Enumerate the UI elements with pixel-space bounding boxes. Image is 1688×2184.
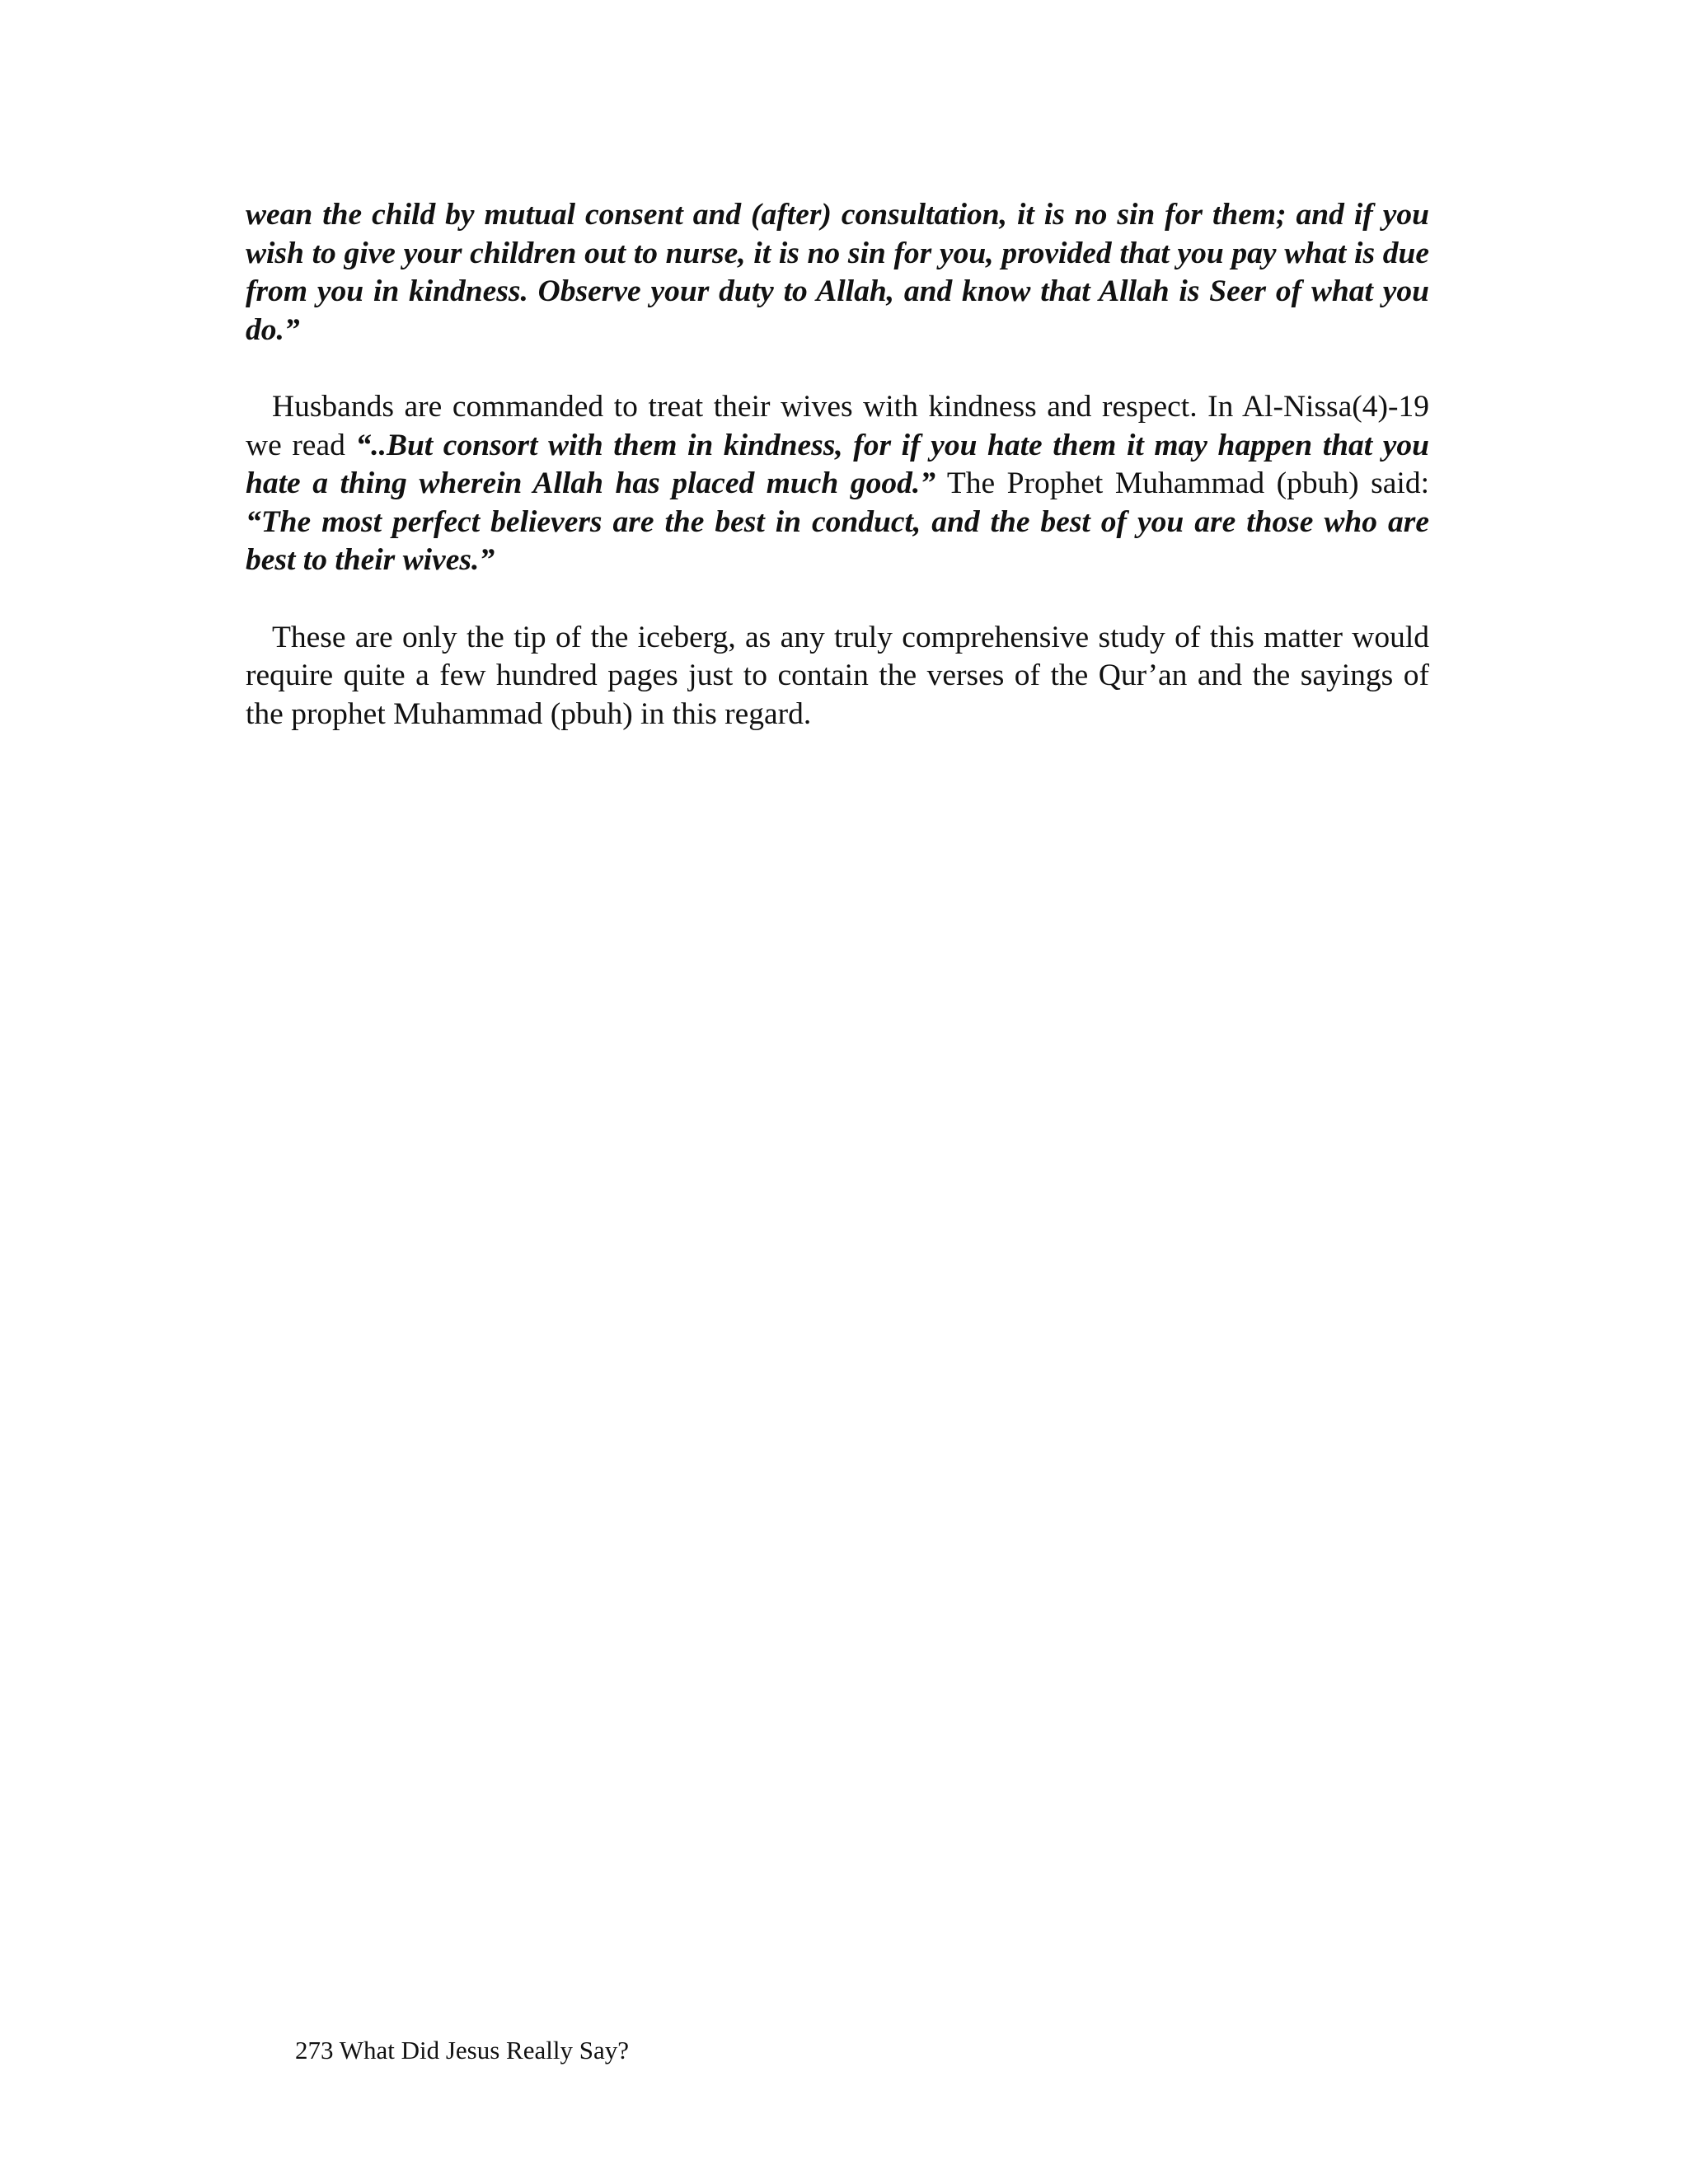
- page-number: 273: [295, 2036, 334, 2064]
- paragraph-husbands-text-2: The Prophet Muhammad (pbuh) said:: [935, 466, 1429, 500]
- quran-quote-al-nissa: “..But consort with them in kindness, for if you hate them it may happen that you hate a thing wherein Allah has placed much good.”: [246, 428, 1429, 500]
- book-title: What Did Jesus Really Say?: [339, 2036, 629, 2064]
- paragraph-iceberg-text: These are only the tip of the iceberg, as any truly comprehensive study of this matter would require quite a few hundred pages just to contain the verses of the Qur’an and the sayings of the prophet Muhammad (pbuh) in this regard.: [246, 620, 1429, 731]
- quran-quote-continuation: wean the child by mutual consent and (after) consultation, it is no sin for them; and if you wish to give your children out to nurse, it is no sin for you, provided that you pay what is due from you in kindness. Observe your duty to Allah, and know that Allah is Seer of what you do.”: [246, 198, 1429, 347]
- paragraph-quran-continuation: [246, 196, 1429, 349]
- paragraph-husbands-text-1: Husbands are commanded to treat their wives with kindness and respect. In Al-Nissa(4)-19 we read: [246, 390, 1429, 462]
- hadith-quote: “The most perfect believers are the best in conduct, and the best of you are those who are best to their wives.”: [246, 504, 1429, 577]
- page-footer: [295, 2034, 629, 2067]
- paragraph-husbands: [246, 388, 1429, 580]
- body-text: [246, 196, 1429, 772]
- paragraph-iceberg: [246, 619, 1429, 734]
